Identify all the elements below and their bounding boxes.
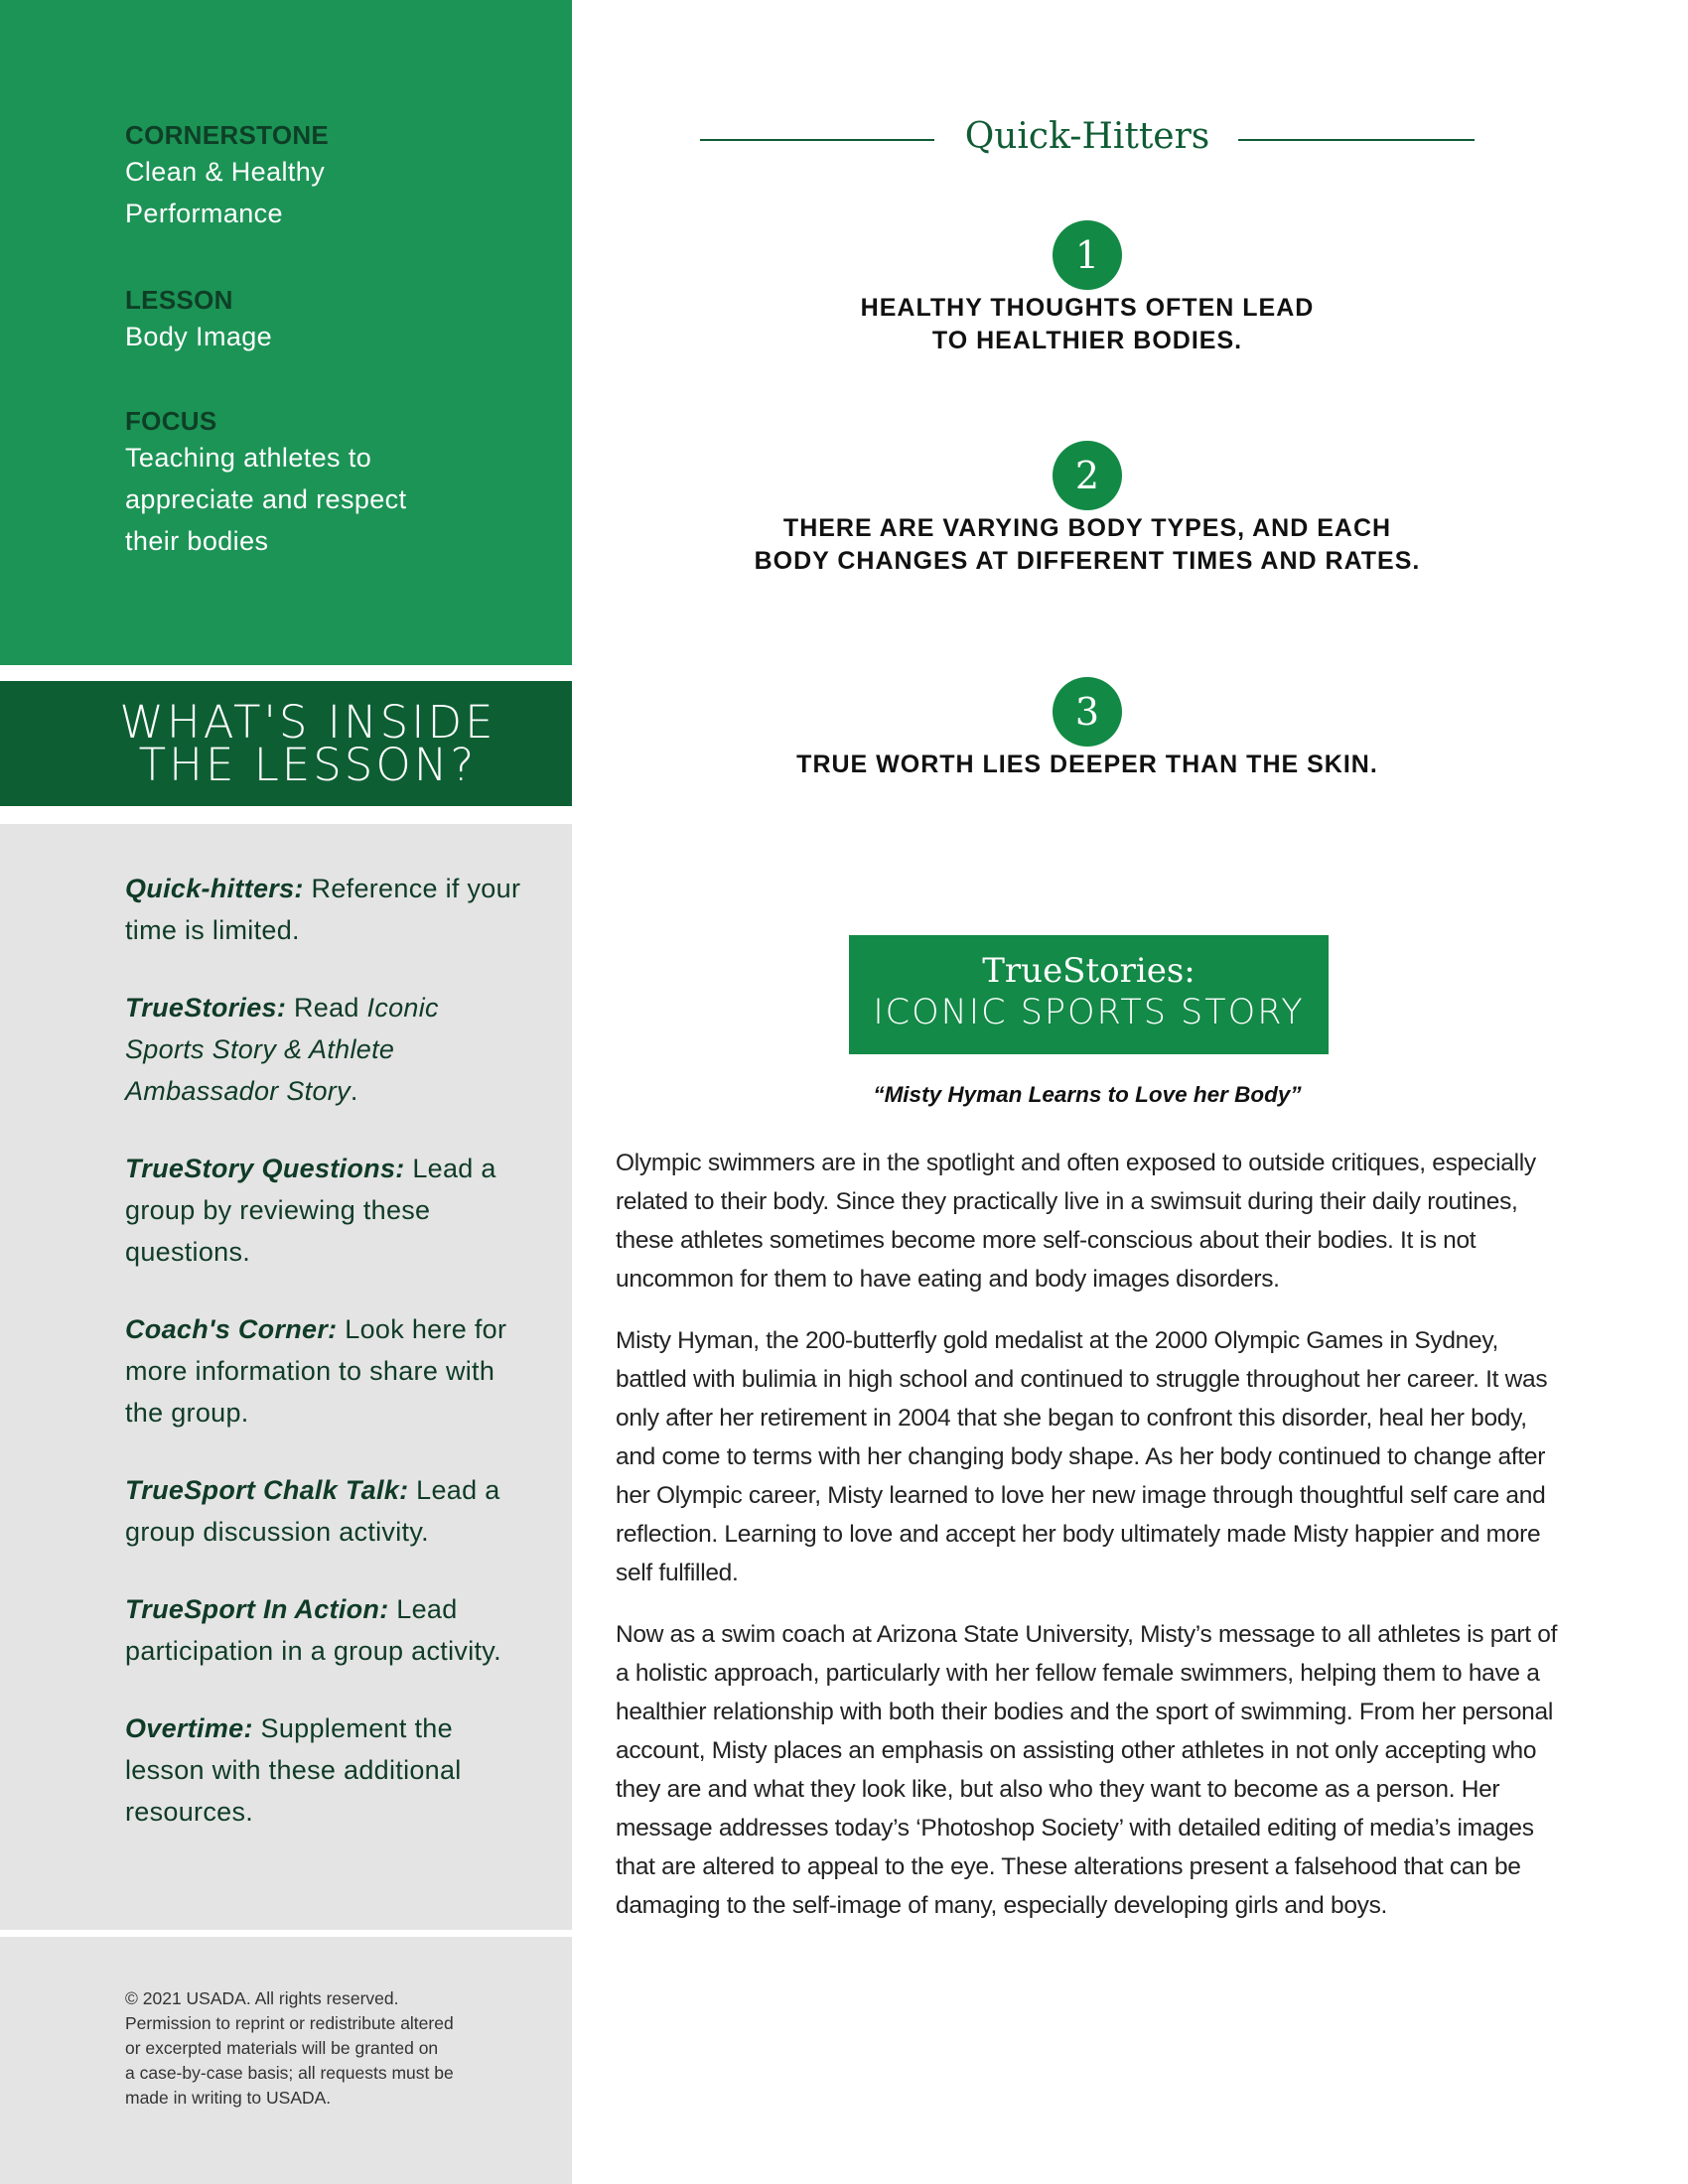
whats-inside-line2: THE LESSON? xyxy=(138,739,478,791)
list-item xyxy=(125,1469,522,1553)
cornerstone-label: CORNERSTONE xyxy=(125,120,330,150)
lesson-meta-panel xyxy=(0,0,572,665)
quick-hitter-item xyxy=(695,441,1479,578)
cornerstone-block xyxy=(125,119,329,234)
divider-right xyxy=(1238,139,1475,141)
item-text: Lead a group by reviewing these questions. xyxy=(125,1154,496,1267)
list-item xyxy=(125,868,522,951)
number-badge: 3 xyxy=(1053,677,1122,747)
whats-inside-heading xyxy=(0,681,572,806)
item-term: TrueStory Questions: xyxy=(125,1154,405,1183)
quick-hitters-header xyxy=(700,109,1475,165)
list-item xyxy=(125,1148,522,1273)
story-paragraph: Olympic swimmers are in the spotlight and often exposed to outside critiques, especially related to their body. Since they practically live in a swimsuit during their daily routines, these athletes sometimes become more self-conscious about their bodies. It is not uncommon for them to have eating and body images disorders. xyxy=(616,1150,1536,1293)
focus-block xyxy=(125,405,406,562)
item-term: Quick-hitters: xyxy=(125,874,304,903)
lesson-contents-list xyxy=(125,868,522,1868)
item-text: Lead a group discussion activity. xyxy=(125,1475,500,1547)
item-text: Lead participation in a group activity. xyxy=(125,1594,501,1666)
lesson-contents-panel xyxy=(0,824,572,1930)
list-item xyxy=(125,987,522,1112)
list-item xyxy=(125,1308,522,1433)
story-title: “Misty Hyman Learns to Love her Body” xyxy=(873,1082,1302,1107)
quick-hitters-title: Quick-Hitters xyxy=(964,116,1210,157)
copyright-notice: © 2021 USADA. All rights reserved. Permission to reprint or redistribute altered or excerpted materials will be granted on a case-by-case basis; all requests must be made in writing to USADA. xyxy=(125,1988,454,2108)
item-text: Read xyxy=(286,993,367,1023)
item-text: Reference if your time is limited. xyxy=(125,874,521,945)
lesson-block xyxy=(125,284,272,357)
quick-hitter-text: HEALTHY THOUGHTS OFTEN LEAD TO HEALTHIER BODIES. xyxy=(860,294,1315,354)
quick-hitter-text: TRUE WORTH LIES DEEPER THAN THE SKIN. xyxy=(796,751,1378,778)
item-text: Supplement the lesson with these additional resources. xyxy=(125,1713,462,1827)
sidebar xyxy=(0,0,572,2184)
lesson-value: Body Image xyxy=(125,322,273,351)
lesson-label: LESSON xyxy=(125,285,233,315)
footer-panel xyxy=(0,1937,572,2184)
list-item xyxy=(125,1588,522,1672)
truestories-heading-box xyxy=(849,935,1329,1054)
story-body xyxy=(616,1144,1569,1948)
focus-value: Teaching athletes to appreciate and respect their bodies xyxy=(125,443,407,556)
item-term: TrueSport In Action: xyxy=(125,1594,389,1624)
list-item xyxy=(125,1707,522,1833)
cornerstone-value: Clean & Healthy Performance xyxy=(125,157,326,228)
number-badge: 2 xyxy=(1053,441,1122,510)
item-text: Look here for more information to share with the group. xyxy=(125,1314,507,1428)
focus-label: FOCUS xyxy=(125,406,217,436)
quick-hitter-item xyxy=(695,677,1479,781)
item-term: TrueStories: xyxy=(125,993,287,1023)
quick-hitter-text: THERE ARE VARYING BODY TYPES, AND EACH BODY CHANGES AT DIFFERENT TIMES AND RATES. xyxy=(754,514,1421,575)
item-term: Coach's Corner: xyxy=(125,1314,338,1344)
story-paragraph: Misty Hyman, the 200-butterfly gold medalist at the 2000 Olympic Games in Sydney, battled with bulimia in high school and continued to struggle throughout her career. It was only after her retirement in 2004 that she began to confront this disorder, heal her body, and come to terms with her changing body shape. As her body continued to change after her Olympic career, Misty learned to love her new image through thoughtful self care and reflection. Learning to love and accept her body ultimately made Misty happier and more self fulfilled. xyxy=(616,1327,1548,1586)
item-tail: . xyxy=(350,1076,358,1106)
story-type-label: ICONIC SPORTS STORY xyxy=(873,993,1305,1032)
truestories-label: TrueStories: xyxy=(982,951,1196,991)
whats-inside-line1: WHAT'S INSIDE xyxy=(119,696,496,749)
story-paragraph: Now as a swim coach at Arizona State University, Misty’s message to all athletes is part of a holistic approach, particularly with her fellow female swimmers, helping them to have a healthier relationship with both their bodies and the sport of swimming. From her personal account, Misty places an emphasis on assisting other athletes in not only accepting who they are and what they look like, but also who they want to become as a person. Her message addresses today’s ‘Photoshop Society’ with detailed editing of media’s images that are altered to appeal to the eye. These alterations present a falsehood that can be damaging to the self-image of many, especially developing girls and boys. xyxy=(616,1621,1558,1919)
number-badge: 1 xyxy=(1053,220,1122,290)
item-term: TrueSport Chalk Talk: xyxy=(125,1475,409,1505)
item-italic-text: Iconic Sports Story & Athlete Ambassador Story xyxy=(125,993,439,1106)
item-term: Overtime: xyxy=(125,1713,253,1743)
quick-hitter-item xyxy=(695,220,1479,357)
